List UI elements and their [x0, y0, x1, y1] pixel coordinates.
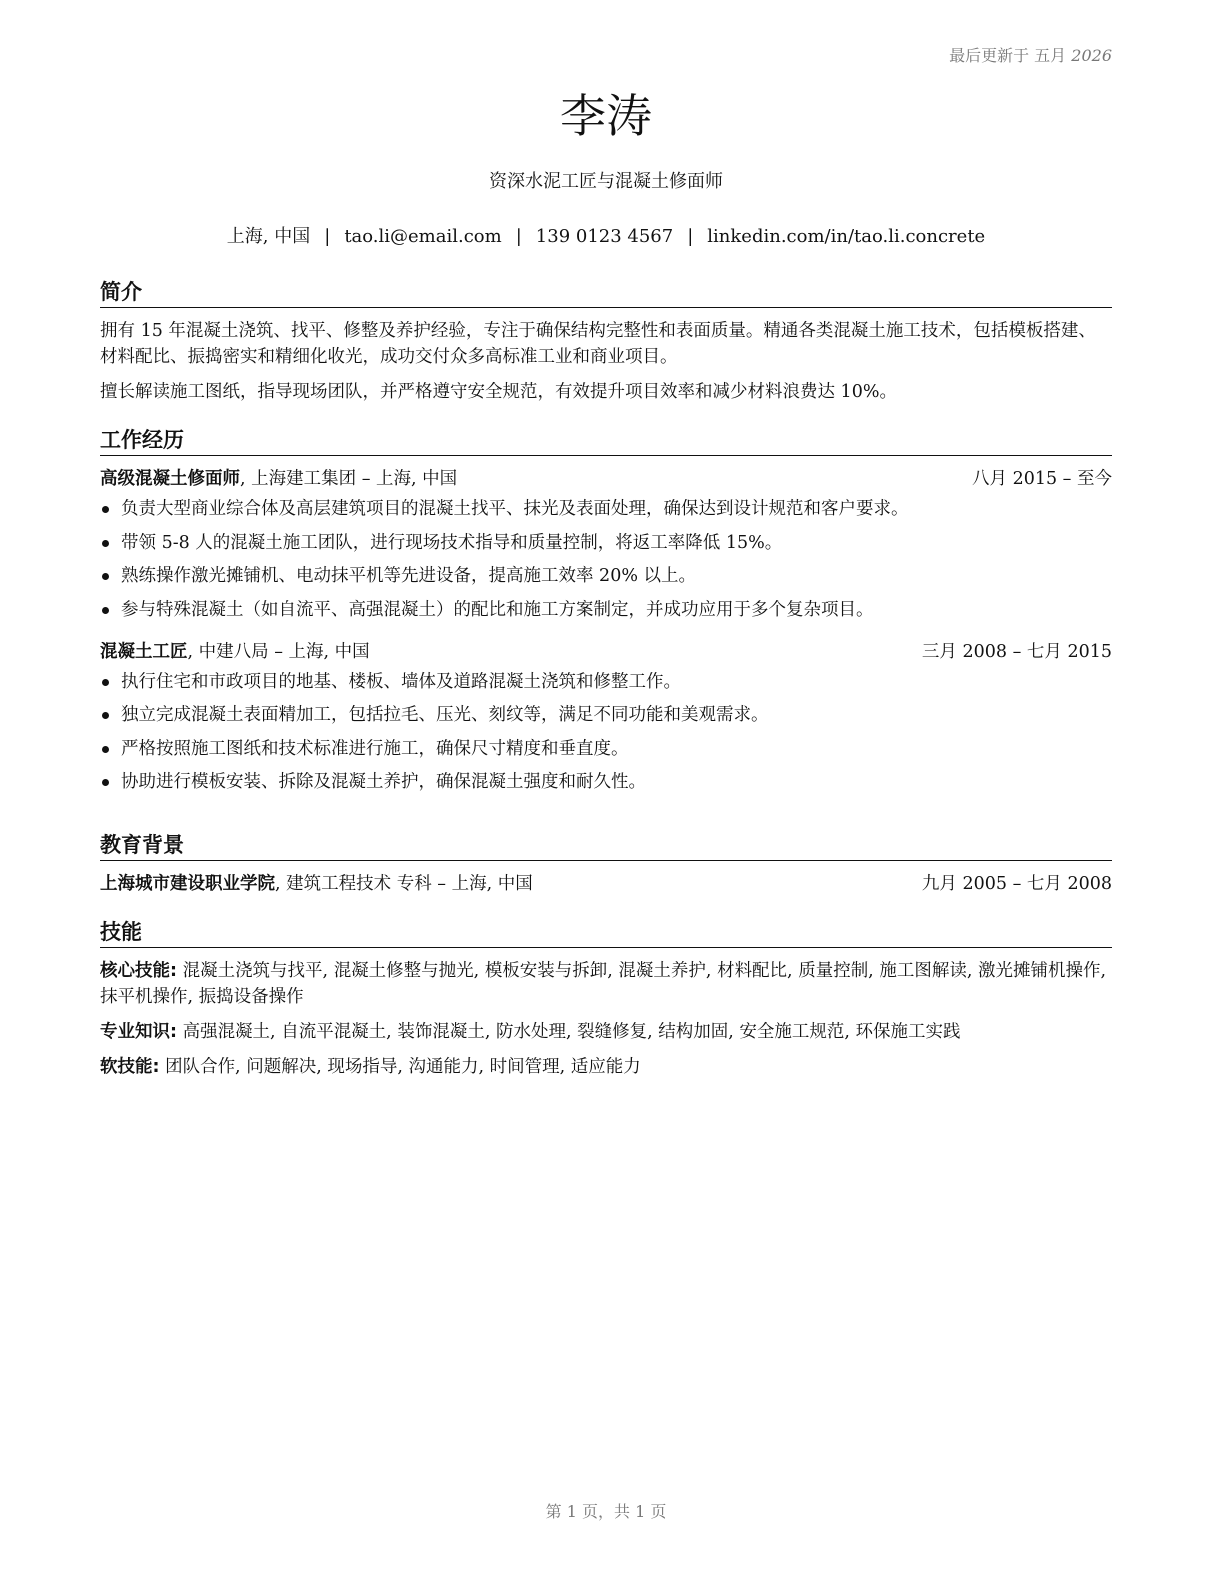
job-company: , 上海建工集团 – 上海, 中国: [240, 469, 458, 489]
list-item: 熟练操作激光摊铺机、电动抹平机等先进设备，提高施工效率 20% 以上。: [100, 563, 1112, 589]
education-school: 上海城市建设职业学院: [100, 874, 275, 894]
education-detail: , 建筑工程技术 专科 – 上海, 中国: [275, 874, 533, 894]
contact-email[interactable]: tao.li@email.com: [344, 226, 502, 247]
job-bullets: [100, 669, 1112, 796]
skill-label: 专业知识:: [100, 1022, 177, 1042]
list-item: 带领 5-8 人的混凝土施工团队，进行现场技术指导和质量控制，将返工率降低 15%。: [100, 530, 1112, 556]
list-item: 负责大型商业综合体及高层建筑项目的混凝土找平、抹光及表面处理，确保达到设计规范和客户要求。: [100, 496, 1112, 522]
contact-separator: |: [687, 226, 694, 247]
job-entry: [100, 639, 1112, 796]
headline: 资深水泥工匠与混凝土修面师: [489, 171, 723, 192]
skill-text: 混凝土浇筑与找平, 混凝土修整与抛光, 模板安装与拆卸, 混凝土养护, 材料配比, 质量控制, 施工图解读, 激光摊铺机操作, 抹平机操作, 振捣设备操作: [100, 961, 1107, 1007]
summary-paragraph: 拥有 15 年混凝土浇筑、找平、修整及养护经验，专注于确保结构完整性和表面质量。精通各类混凝土施工技术，包括模板搭建、材料配比、振捣密实和精细化收光，成功交付众多高标准工业和商业项目。: [100, 321, 1096, 367]
contact-linkedin[interactable]: linkedin.com/in/tao.li.concrete: [707, 226, 986, 247]
skill-label: 核心技能:: [100, 961, 177, 981]
skill-label: 软技能:: [100, 1057, 160, 1077]
job-title-line: [100, 466, 457, 492]
job-bullets: [100, 496, 1112, 623]
section-title: 技能: [100, 918, 1112, 948]
page-footer: 第 1 页，共 1 页: [545, 1502, 667, 1521]
summary-paragraph: 擅长解读施工图纸，指导现场团队，并严格遵守安全规范，有效提升项目效率和减少材料浪费达 10%。: [100, 382, 897, 402]
job-title-line: [100, 639, 370, 665]
contact-location: 上海, 中国: [226, 226, 311, 247]
summary-section: [100, 278, 1112, 414]
section-title: 教育背景: [100, 831, 1112, 861]
job-role: 混凝土工匠: [100, 641, 188, 662]
last-updated-year: 2026: [1071, 46, 1112, 65]
candidate-name: 李涛: [560, 89, 652, 143]
contact-separator: |: [515, 226, 522, 247]
last-updated: [949, 46, 1112, 66]
job-entry: [100, 466, 1112, 623]
contact-phone[interactable]: 139 0123 4567: [535, 226, 674, 247]
resume-page: [100, 0, 1112, 1584]
contact-separator: |: [324, 226, 331, 247]
job-company: , 中建八局 – 上海, 中国: [187, 641, 370, 662]
last-updated-label: 最后更新于 五月: [949, 46, 1067, 65]
section-title: 工作经历: [100, 426, 1112, 456]
skill-text: 高强混凝土, 自流平混凝土, 装饰混凝土, 防水处理, 裂缝修复, 结构加固, 安全施工规范, 环保施工实践: [177, 1022, 961, 1042]
education-line: [100, 871, 533, 897]
section-title: 简介: [100, 278, 1112, 308]
list-item: 参与特殊混凝土（如自流平、高强混凝土）的配比和施工方案制定，并成功应用于多个复杂项目。: [100, 597, 1112, 623]
list-item: 独立完成混凝土表面精加工，包括拉毛、压光、刻纹等，满足不同功能和美观需求。: [100, 702, 1112, 728]
education-section: [100, 831, 1112, 901]
skill-text: 团队合作, 问题解决, 现场指导, 沟通能力, 时间管理, 适应能力: [159, 1057, 641, 1077]
job-header: [100, 639, 1112, 665]
skills-section: [100, 918, 1112, 1089]
job-dates: 三月 2008 – 七月 2015: [921, 641, 1112, 662]
list-item: 协助进行模板安装、拆除及混凝土养护，确保混凝土强度和耐久性。: [100, 769, 1112, 795]
experience-section: [100, 426, 1112, 803]
job-role: 高级混凝土修面师: [100, 469, 240, 489]
job-dates: 八月 2015 – 至今: [972, 469, 1112, 489]
skill-line-knowledge: [100, 1019, 1112, 1045]
education-dates: 九月 2005 – 七月 2008: [921, 874, 1112, 894]
list-item: 执行住宅和市政项目的地基、楼板、墙体及道路混凝土浇筑和修整工作。: [100, 669, 1112, 695]
skill-line-core: [100, 958, 1112, 1010]
education-entry: [100, 871, 1112, 897]
list-item: 严格按照施工图纸和技术标准进行施工，确保尺寸精度和垂直度。: [100, 736, 1112, 762]
job-header: [100, 466, 1112, 492]
contact-line: [100, 225, 1112, 249]
skill-line-soft: [100, 1054, 1112, 1080]
